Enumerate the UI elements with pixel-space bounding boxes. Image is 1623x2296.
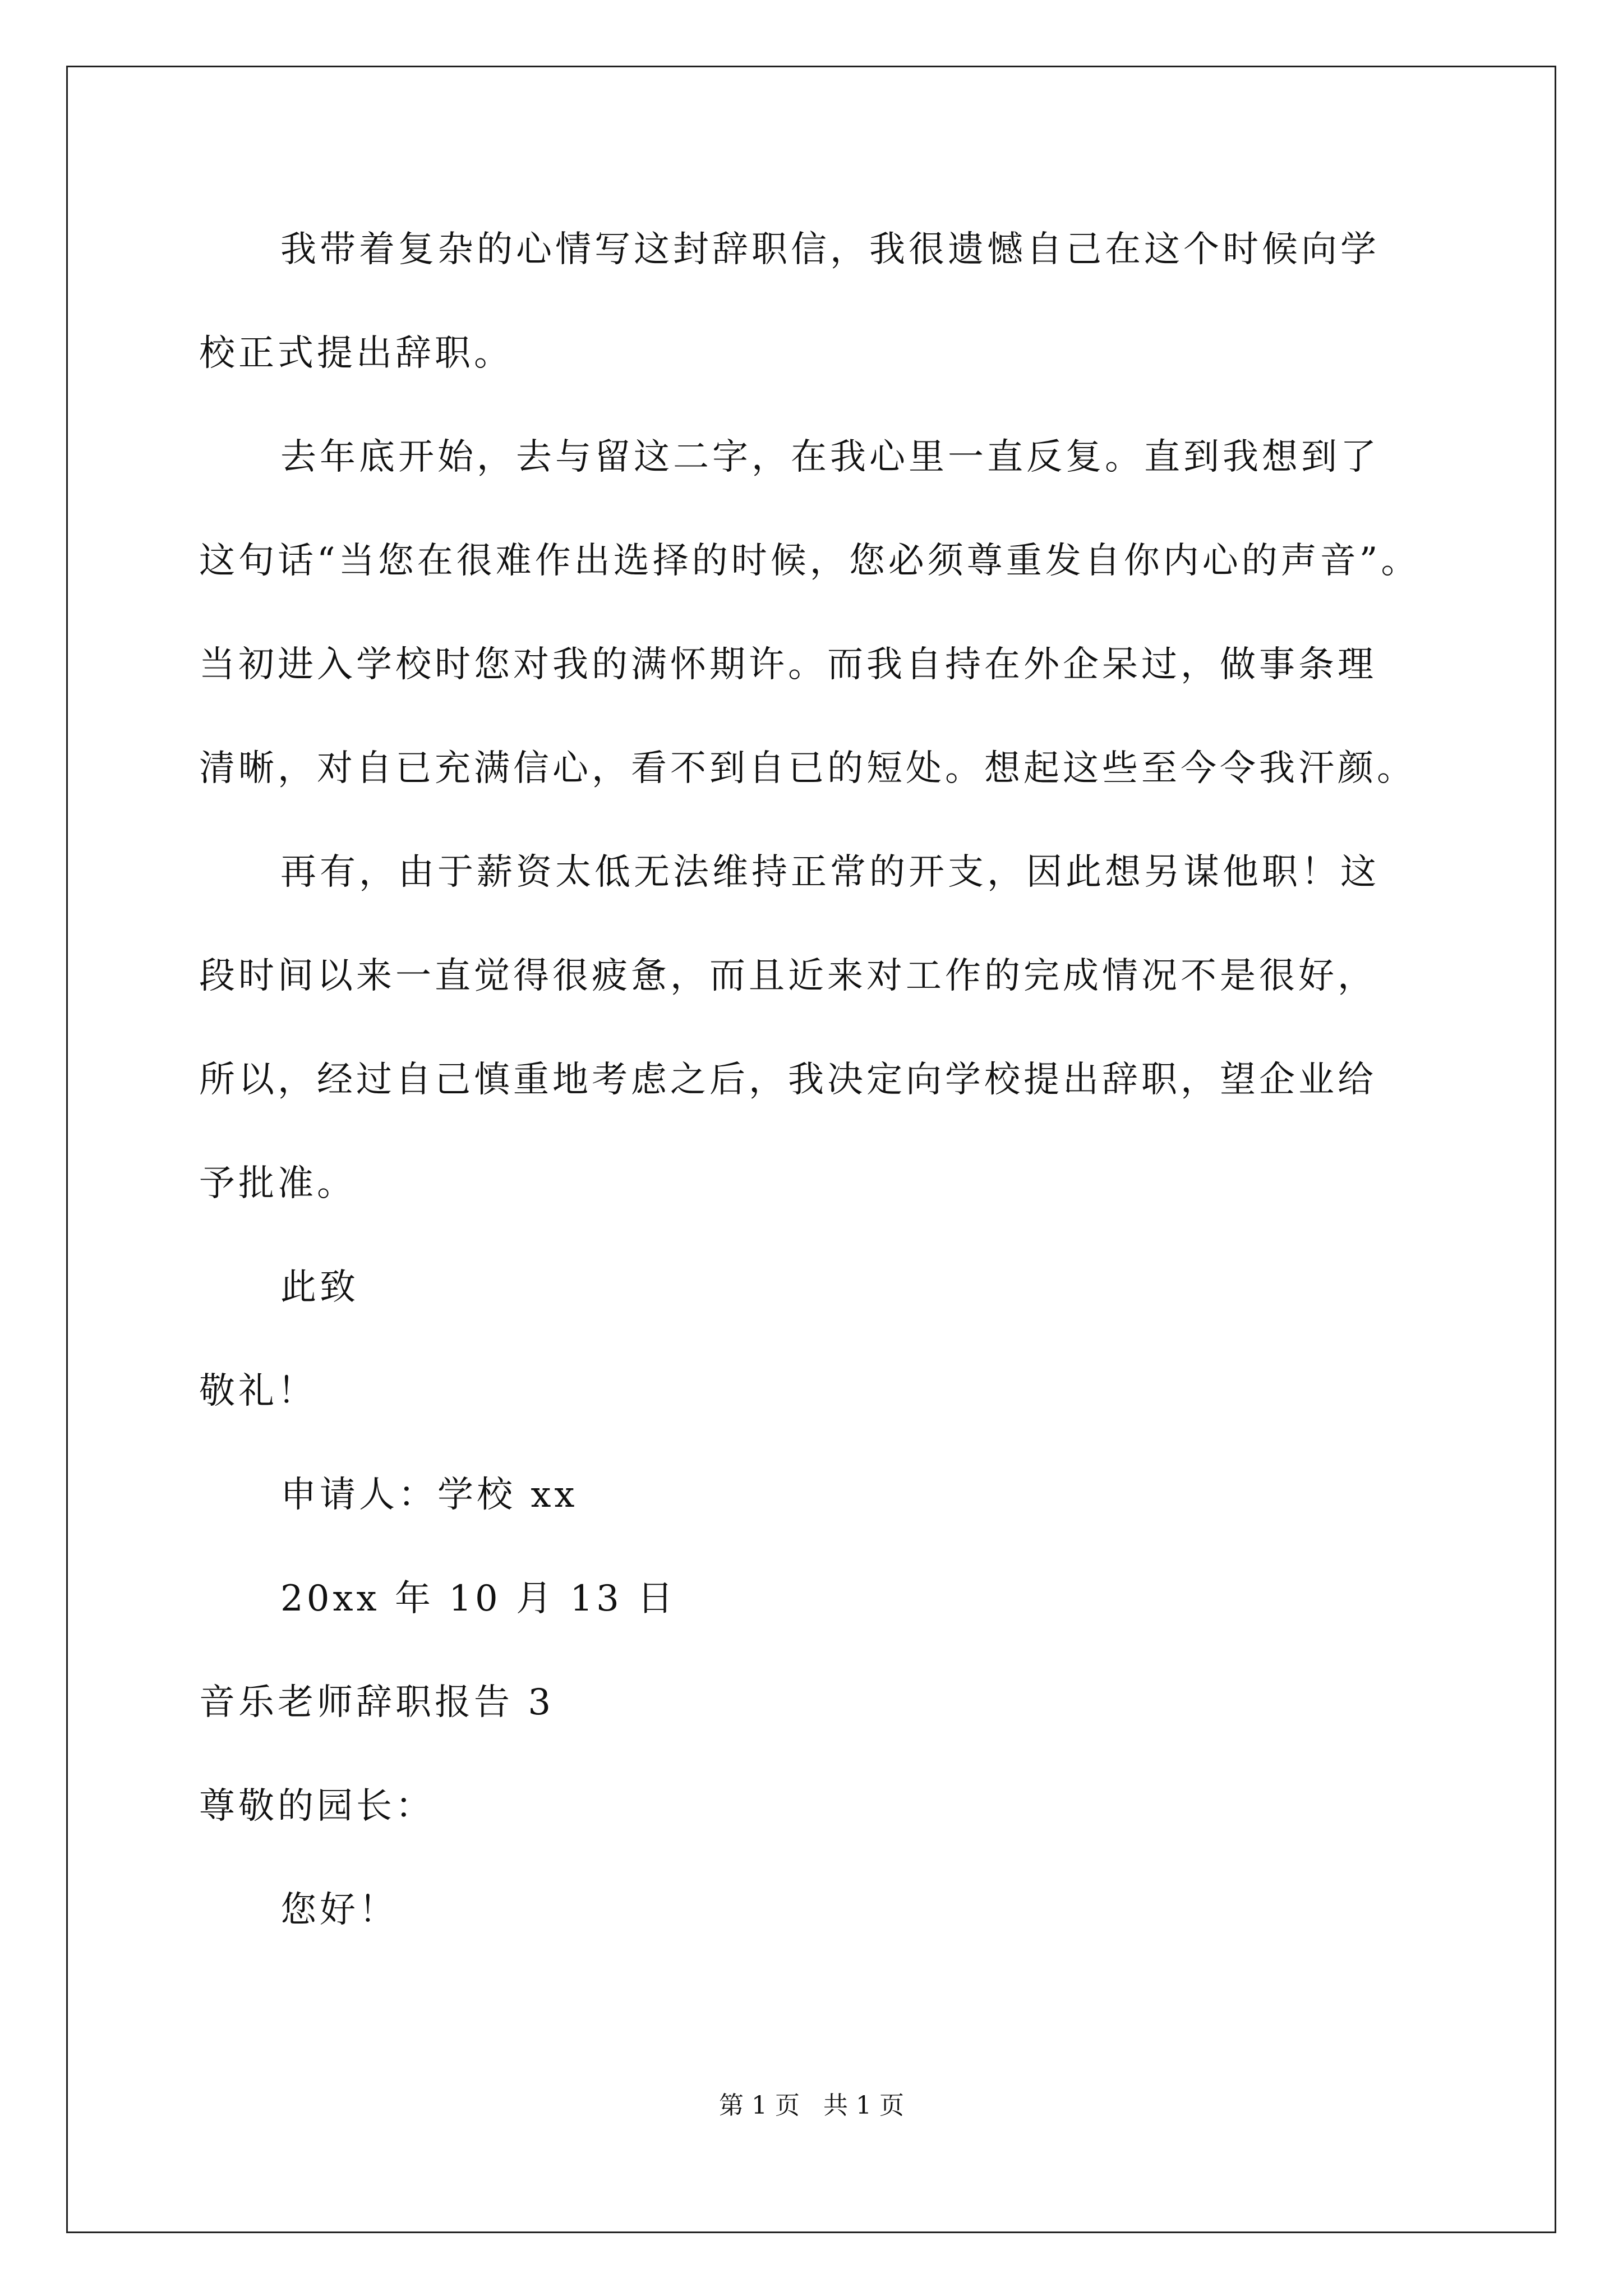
paragraph-2-line-4: 清晰，对自已充满信心，看不到自已的短处。想起这些至今令我汗颜。 <box>199 748 1416 789</box>
paragraph-2-line-3: 当初进入学校时您对我的满怀期许。而我自持在外企呆过，做事条理 <box>199 644 1377 685</box>
applicant-line: 申请人：学校 xx <box>280 1474 578 1516</box>
paragraph-3-line-2: 段时间以来一直觉得很疲惫，而且近来对工作的完成情况不是很好， <box>199 955 1377 997</box>
section-title: 音乐老师辞职报告 3 <box>199 1682 555 1723</box>
addressee-line: 尊敬的园长： <box>199 1786 435 1827</box>
greeting-line: 您好！ <box>280 1889 398 1931</box>
paragraph-1-line-2: 校正式提出辞职。 <box>199 333 513 374</box>
paragraph-3-line-3: 所以，经过自己慎重地考虑之后，我决定向学校提出辞职，望企业给 <box>199 1059 1377 1101</box>
date-line: 20xx 年 10 月 13 日 <box>280 1578 677 1619</box>
paragraph-1-line-1: 我带着复杂的心情写这封辞职信，我很遗憾自己在这个时候向学 <box>280 229 1380 270</box>
paragraph-2-line-1: 去年底开始，去与留这二字，在我心里一直反复。直到我想到了 <box>280 436 1380 478</box>
paragraph-3-line-1: 再有，由于薪资太低无法维持正常的开支，因此想另谋他职！这 <box>280 852 1380 893</box>
paragraph-2-line-2: 这句话“当您在很难作出选择的时候，您必须尊重发自你内心的声音”。 <box>199 540 1421 582</box>
closing-salutation: 此致 <box>280 1267 359 1308</box>
page-number-footer: 第 1 页 共 1 页 <box>719 2091 904 2120</box>
paragraph-3-line-4: 予批准。 <box>199 1163 356 1204</box>
closing-regards: 敬礼！ <box>199 1370 317 1412</box>
